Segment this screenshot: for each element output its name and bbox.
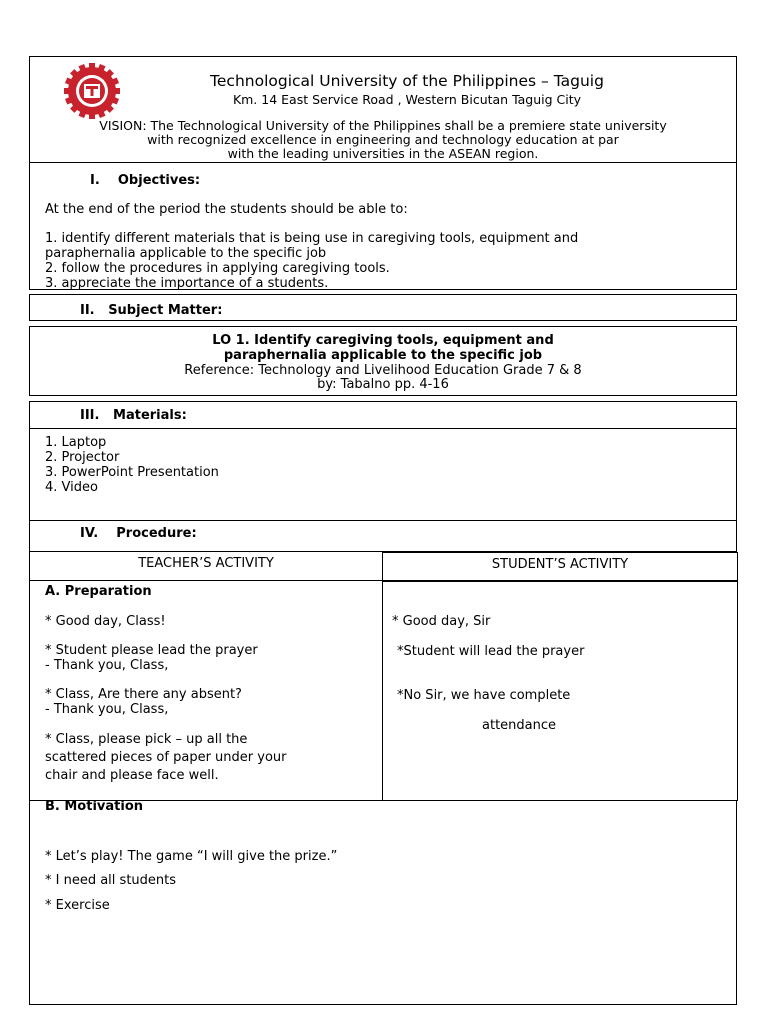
university-title: Technological University of the Philippines – Taguig <box>210 72 604 90</box>
teacher-line: - Thank you, Class, <box>45 658 169 673</box>
vision-line-3: with the leading universities in the ASEAN region. <box>227 146 539 161</box>
vision-line-1: VISION: The Technological University of the Philippines shall be a premiere state university <box>99 118 667 133</box>
objective-item-1-line-1: 1. identify different materials that is being use in caregiving tools, equipment and <box>45 231 579 246</box>
teacher-line: * Good day, Class! <box>45 614 166 629</box>
university-address: Km. 14 East Service Road , Western Bicutan Taguig City <box>232 92 582 107</box>
reference-author: by: Tabalno pp. 4-16 <box>317 377 449 392</box>
reference-text: Reference: Technology and Livelihood Education Grade 7 & 8 <box>184 363 582 378</box>
materials-heading: III. Materials: <box>80 408 187 423</box>
learning-outcome-line-1: LO 1. Identify caregiving tools, equipment and <box>212 333 554 348</box>
material-item: 3. PowerPoint Presentation <box>45 465 219 480</box>
student-activity-header: STUDENT’S ACTIVITY <box>491 557 629 572</box>
objectives-box <box>29 162 737 290</box>
vision-line-2: with recognized excellence in engineering and technology education at par <box>147 132 619 147</box>
teacher-line: * Class, please pick – up all the <box>45 732 248 747</box>
preparation-heading: A. Preparation <box>45 584 152 599</box>
procedure-heading: IV. Procedure: <box>80 526 197 541</box>
divider <box>30 520 736 521</box>
student-activity-header-cell <box>382 552 738 582</box>
teacher-activity-header: TEACHER’S ACTIVITY <box>138 556 274 571</box>
motivation-line: * Exercise <box>45 898 110 913</box>
motivation-box <box>29 800 737 1005</box>
teacher-line: chair and please face well. <box>45 768 219 783</box>
student-line: attendance <box>482 718 557 733</box>
learning-outcome-line-2: paraphernalia applicable to the specific job <box>223 348 543 363</box>
teacher-activity-header-cell <box>29 551 383 581</box>
objectives-heading: I. Objectives: <box>90 173 201 188</box>
teacher-line: * Class, Are there any absent? <box>45 687 242 702</box>
teacher-line: - Thank you, Class, <box>45 702 169 717</box>
student-line: * Good day, Sir <box>392 614 491 629</box>
materials-list-box <box>29 428 737 552</box>
student-preparation-cell <box>382 580 738 801</box>
subject-matter-content-box <box>29 326 737 396</box>
student-line: *Student will lead the prayer <box>397 644 585 659</box>
materials-heading-box <box>29 401 737 429</box>
material-item: 1. Laptop <box>45 435 107 450</box>
objective-item-1-line-2: paraphernalia applicable to the specific job <box>45 246 327 261</box>
material-item: 4. Video <box>45 480 98 495</box>
material-item: 2. Projector <box>45 450 120 465</box>
subject-matter-heading: II. Subject Matter: <box>80 303 223 318</box>
student-line: *No Sir, we have complete <box>397 688 571 703</box>
subject-matter-heading-box <box>29 294 737 321</box>
objective-item-2: 2. follow the procedures in applying caregiving tools. <box>45 261 390 276</box>
teacher-line: scattered pieces of paper under your <box>45 750 287 765</box>
objective-item-3: 3. appreciate the importance of a students. <box>45 276 329 291</box>
header-box <box>29 56 737 163</box>
motivation-line: * I need all students <box>45 873 177 888</box>
teacher-preparation-cell <box>29 580 383 801</box>
motivation-line: * Let’s play! The game “I will give the prize.” <box>45 849 338 864</box>
objectives-intro: At the end of the period the students should be able to: <box>45 202 408 217</box>
teacher-line: * Student please lead the prayer <box>45 643 258 658</box>
motivation-heading: B. Motivation <box>45 799 144 814</box>
